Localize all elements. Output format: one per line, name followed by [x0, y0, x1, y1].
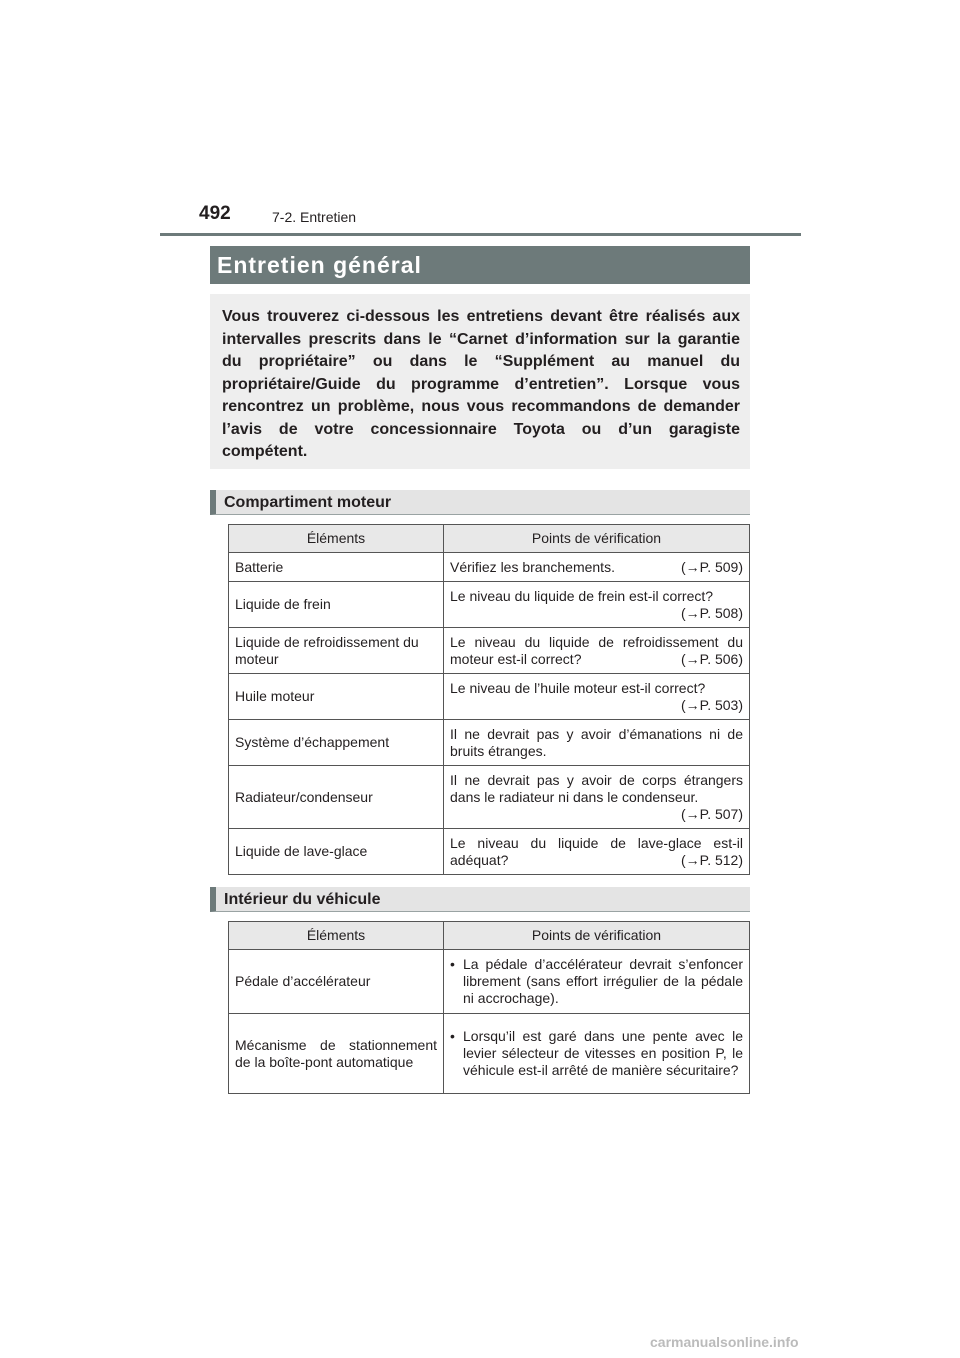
- item-cell: Mécanisme de stationnement de la boîte-pont automatique: [229, 1014, 444, 1094]
- check-text: Le niveau du liquide de refroidissement du moteur est-il correct?: [450, 633, 743, 667]
- page-ref: (→P. 506): [681, 650, 743, 667]
- page-ref: (→P. 507): [681, 805, 743, 822]
- check-text: Le niveau de l’huile moteur est-il correct?: [450, 679, 706, 696]
- table-row: [229, 582, 750, 628]
- item-cell: Liquide de refroidissement du moteur: [229, 628, 444, 674]
- table-row: [229, 950, 750, 1014]
- check-text: Le niveau du liquide de lave-glace est-il adéquat?: [450, 834, 743, 868]
- check-cell: [444, 674, 750, 720]
- page-title: Entretien général: [210, 246, 750, 284]
- intro-text: Vous trouverez ci-dessous les entretiens devant être réalisés aux intervalles prescrits dans le “Carnet d’information sur la garantie du propriétaire” ou dans le “Supplément au manuel du propriétaire/Guide du programme d’entretien”. Lorsque vous rencontrez un problème, nous vous recommandons de demander l’avis de votre concessionnaire Toyota ou d’un garagiste compétent.: [210, 294, 750, 469]
- check-cell: [444, 720, 750, 766]
- check-text: Vérifiez les branchements.: [450, 558, 615, 575]
- item-cell: Batterie: [229, 553, 444, 582]
- watermark: carmanualsonline.info: [650, 1334, 799, 1350]
- table-header-row: [229, 525, 750, 553]
- check-cell: [444, 553, 750, 582]
- table-row: [229, 766, 750, 829]
- section-heading-engine: Compartiment moteur: [210, 490, 750, 515]
- item-cell: Liquide de lave-glace: [229, 829, 444, 875]
- check-cell: [444, 766, 750, 829]
- page-ref: (→P. 509): [681, 558, 743, 575]
- section-heading-interior: Intérieur du véhicule: [210, 887, 750, 912]
- check-cell: [444, 829, 750, 875]
- page-ref: (→P. 512): [681, 851, 743, 868]
- bullet-text: • La pédale d’accélérateur devrait s’enfoncer librement (sans effort irrégulier de la pédale ni accrochage).: [450, 956, 743, 1007]
- check-cell: [444, 582, 750, 628]
- column-header-checks: Points de vérification: [444, 525, 750, 553]
- check-text: Le niveau du liquide de frein est-il correct?: [450, 587, 714, 604]
- interior-table: [228, 921, 750, 1094]
- table-header-row: [229, 922, 750, 950]
- table-row: [229, 720, 750, 766]
- page-ref: (→P. 508): [681, 604, 743, 621]
- header-rule: [160, 233, 801, 236]
- page-ref: (→P. 503): [681, 696, 743, 713]
- check-text: Il ne devrait pas y avoir d’émanations ni de bruits étranges.: [450, 725, 743, 759]
- table-row: [229, 628, 750, 674]
- column-header-items: Éléments: [229, 525, 444, 553]
- check-cell: [444, 950, 750, 1014]
- item-cell: Système d’échappement: [229, 720, 444, 766]
- item-cell: Liquide de frein: [229, 582, 444, 628]
- chapter-label: 7-2. Entretien: [272, 209, 357, 225]
- column-header-checks: Points de vérification: [444, 922, 750, 950]
- column-header-items: Éléments: [229, 922, 444, 950]
- check-cell: [444, 628, 750, 674]
- check-cell: [444, 1014, 750, 1094]
- page-number: 492: [199, 203, 231, 224]
- table-row: [229, 829, 750, 875]
- table-row: [229, 1014, 750, 1094]
- item-cell: Huile moteur: [229, 674, 444, 720]
- bullet-text: • Lorsqu’il est garé dans une pente avec le levier sélecteur de vitesses en position P, le véhicule est-il arrêté de manière sécuritaire?: [450, 1028, 743, 1079]
- item-cell: Radiateur/condenseur: [229, 766, 444, 829]
- item-cell: Pédale d’accélérateur: [229, 950, 444, 1014]
- table-row: [229, 553, 750, 582]
- table-row: [229, 674, 750, 720]
- check-text: Il ne devrait pas y avoir de corps étrangers dans le radiateur ni dans le condenseur.: [450, 771, 743, 805]
- engine-table: [228, 524, 750, 875]
